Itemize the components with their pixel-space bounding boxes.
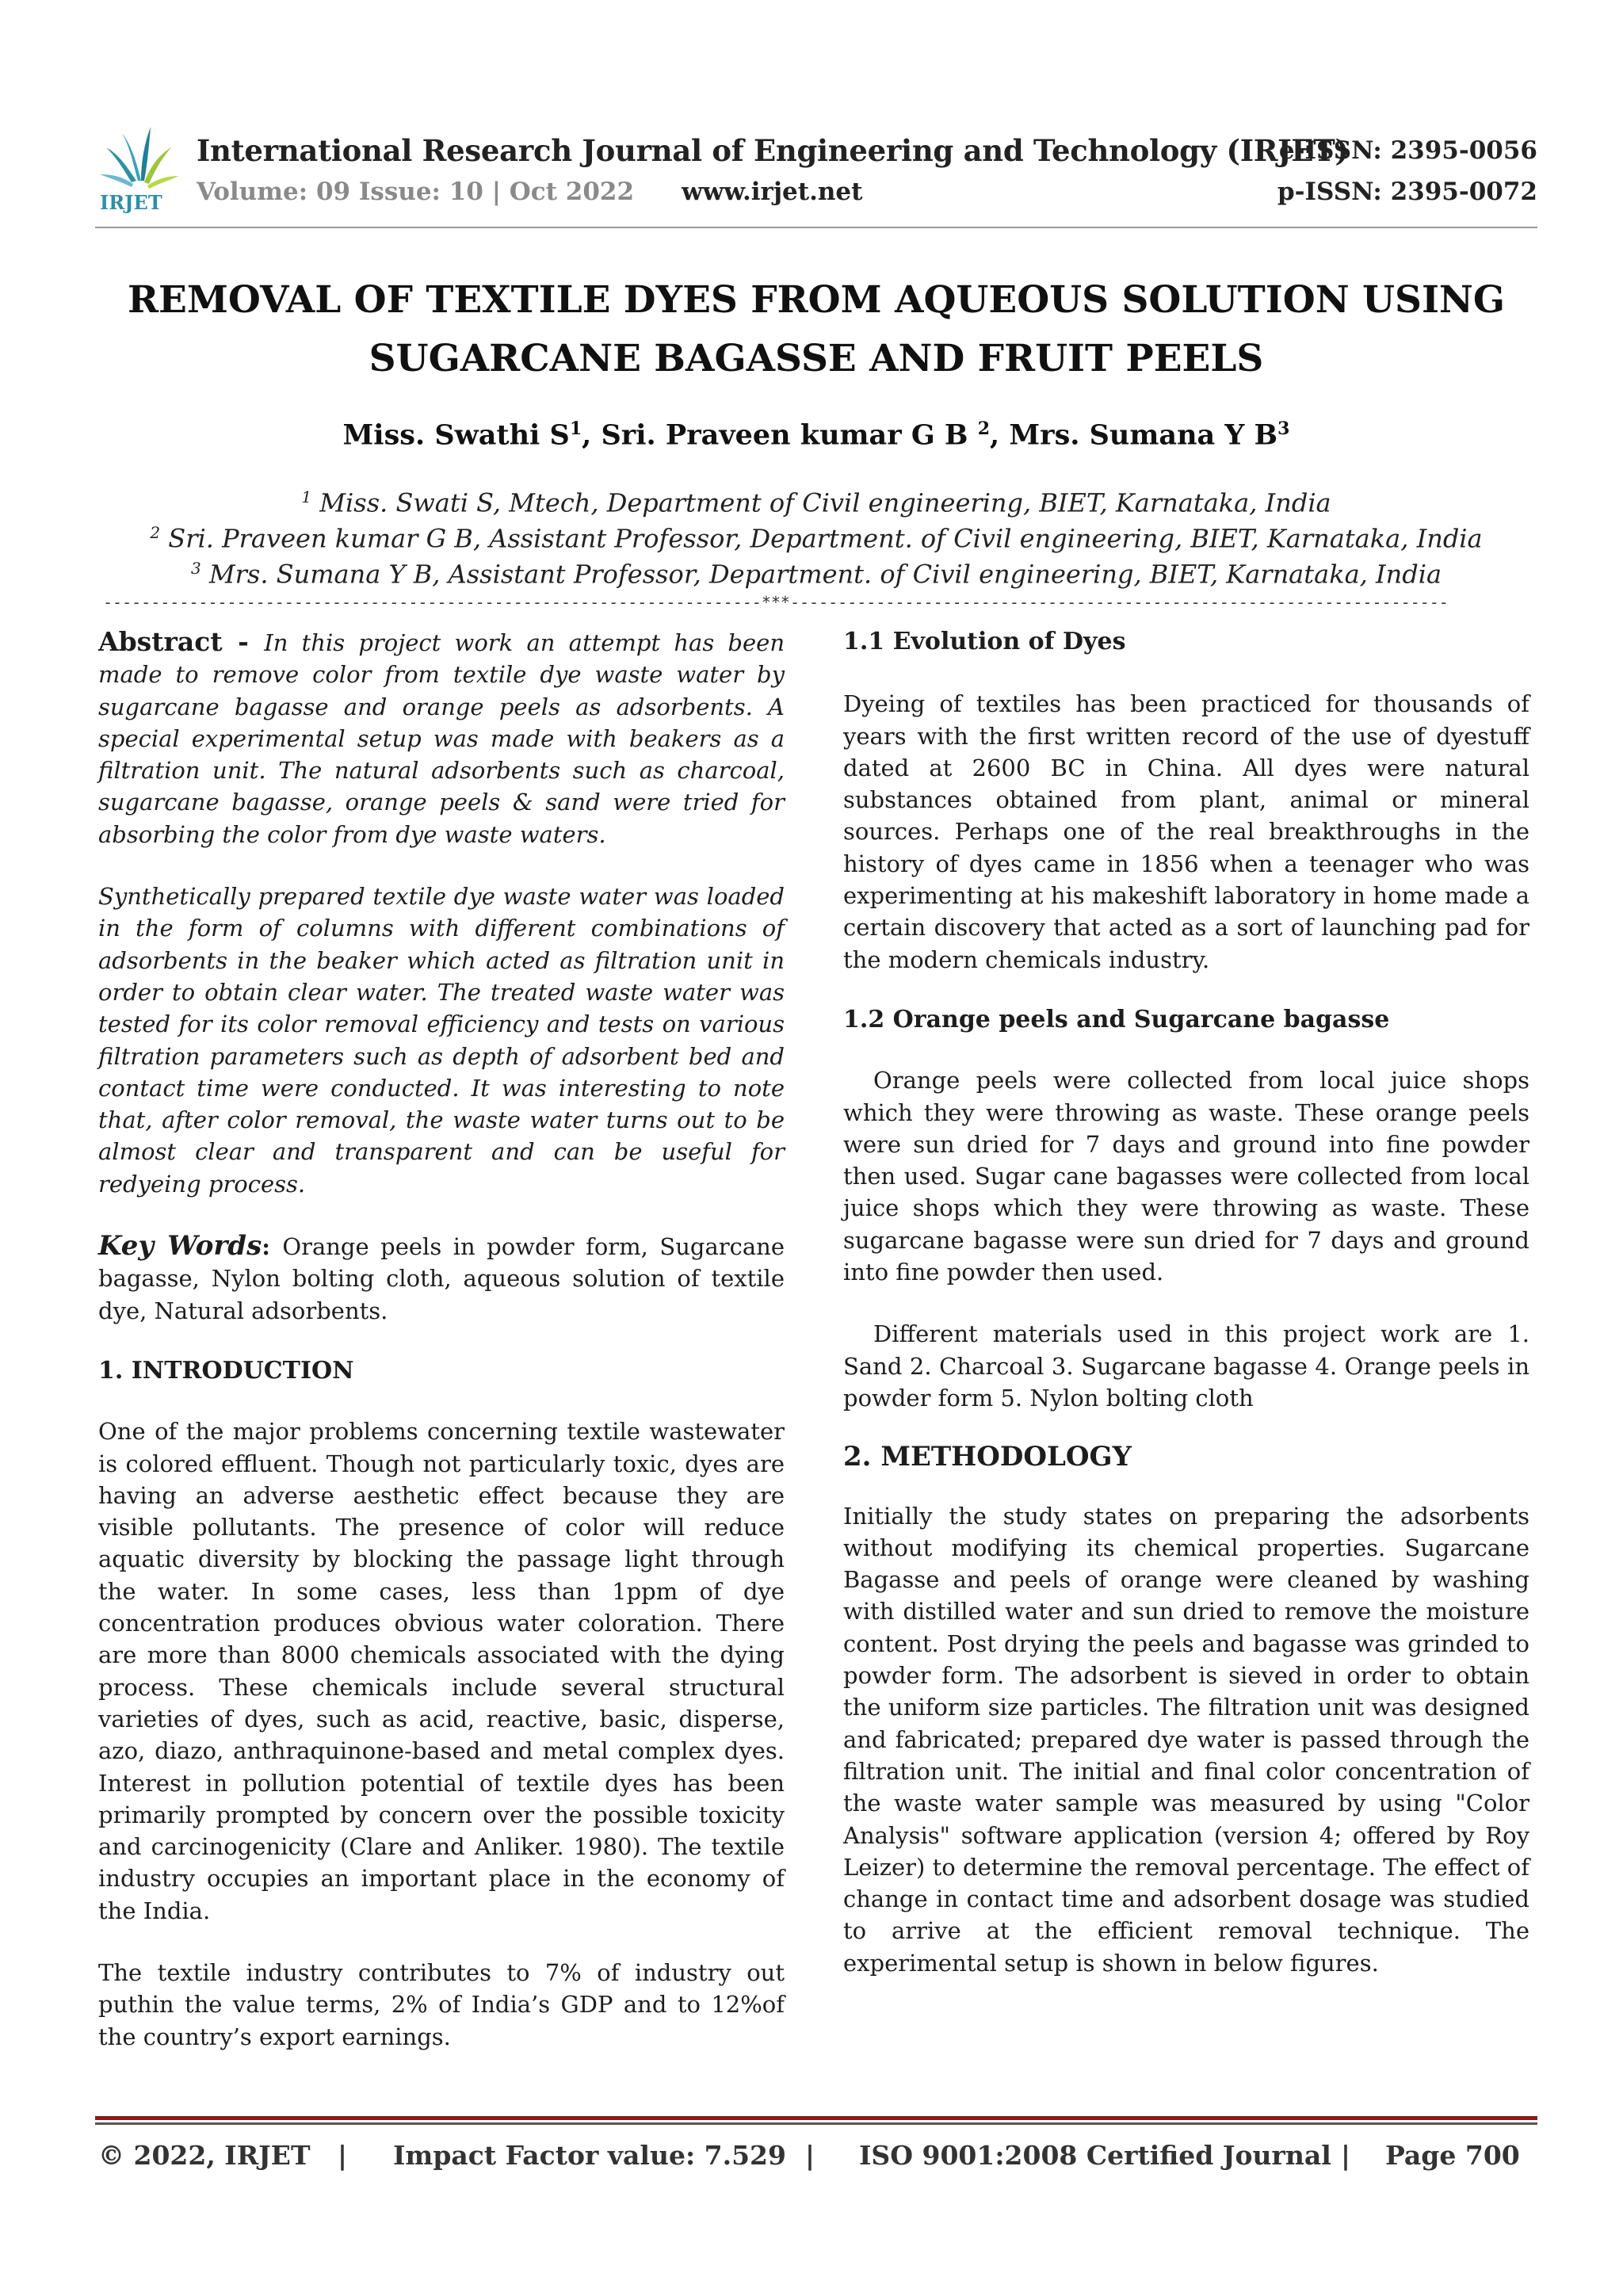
- affiliation-text: Sri. Praveen kumar G B, Assistant Professor, Department. of Civil engineering, BIET, Karnataka, India: [168, 523, 1483, 554]
- header-divider: [95, 227, 1537, 228]
- e-issn: e-ISSN: 2395-0056: [1278, 136, 1537, 165]
- left-column: [98, 626, 785, 2053]
- affiliation-text: Miss. Swati S, Mtech, Department of Civil engineering, BIET, Karnataka, India: [319, 487, 1331, 518]
- author-sup: 3: [1277, 418, 1290, 439]
- footer-impact-factor: Impact Factor value: 7.529: [393, 2140, 786, 2171]
- title-line: REMOVAL OF TEXTILE DYES FROM AQUEOUS SOLUTION USING: [127, 278, 1506, 322]
- affiliation: [95, 487, 1537, 518]
- title-line: SUGARCANE BAGASSE AND FRUIT PEELS: [369, 337, 1264, 380]
- keywords-paragraph: [98, 1230, 785, 1327]
- author-name: , Sri. Praveen kumar G B: [582, 418, 978, 452]
- methodology-heading: 2. METHODOLOGY: [843, 1441, 1132, 1473]
- footer-separator: |: [805, 2140, 815, 2171]
- author-sup: 1: [569, 418, 582, 439]
- author-list: [95, 418, 1537, 452]
- evolution-paragraph: Dyeing of textiles has been practiced for thousands of years with the first written record of the use of dyestuff dated at 2600 BC in China. All dyes were natural substances obtained from plant, animal or mineral sources. Perhaps one of the real breakthroughs in the history of dyes came in 1856 when a teenager who was experimenting at his makeshift laboratory in home made a certain discovery that acted as a sort of launching pad for the modern chemicals industry.: [843, 690, 1529, 973]
- methodology-paragraph: Initially the study states on preparing the adsorbents without modifying its chemical properties. Sugarcane Bagasse and peels of orange were cleaned by washing with distilled water and sun dried to remove the moisture content. Post drying the peels and bagasse was grinded to powder form. The adsorbent is sieved in order to obtain the uniform size particles. The filtration unit was designed and fabricated; prepared dye water is passed through the filtration unit. The initial and final color concentration of the waste water sample was measured by using "Color Analysis" software application (version 4; offered by Roy Leizer) to determine the removal percentage. The effect of change in contact time and adsorbent dosage was studied to arrive at the efficient removal technique. The experimental setup is shown in below figures.: [843, 1502, 1529, 1977]
- affiliation-sup: 1: [301, 487, 312, 506]
- footer-separator: |: [1341, 2140, 1351, 2171]
- intro-paragraph: One of the major problems concerning textile wastewater is colored effluent. Though not particularly toxic, dyes are having an adverse aesthetic effect because they are visible pollutants. The presence of color will reduce aquatic diversity by blocking the passage light through the water. In some cases, less than 1ppm of dye concentration produces obvious water coloration. There are more than 8000 chemicals associated with the dying process. These chemicals include several structural varieties of dyes, such as acid, reactive, basic, disperse, azo, diazo, anthraquinone-based and metal complex dyes. Interest in pollution potential of textile dyes has been primarily prompted by concern over the possible toxicity and carcinogenicity (Clare and Anliker. 1980). The textile industry occupies an important place in the economy of the India.: [98, 1418, 785, 1924]
- p-issn: p-ISSN: 2395-0072: [1277, 178, 1537, 206]
- right-column: [843, 626, 1529, 1979]
- footer-copyright: © 2022, IRJET: [98, 2140, 311, 2171]
- affiliation-sup: 3: [190, 559, 201, 578]
- materials-paragraph: Different materials used in this project work are 1. Sand 2. Charcoal 3. Sugarcane bagasse 4. Orange peels in powder form 5. Nylon bolting cloth: [843, 1320, 1529, 1412]
- footer-page-number: Page 700: [1385, 2140, 1520, 2171]
- abstract-paragraph: [98, 626, 785, 850]
- abstract-text: In this project work an attempt has been made to remove color from textile dye waste water by sugarcane bagasse and orange peels as adsorbents. A special experimental setup was made with beakers as a filtration unit. The natural adsorbents such as charcoal, sugarcane bagasse, orange peels & sand were tried for absorbing the color from dye waste waters.: [98, 629, 785, 848]
- author-sup: 2: [977, 418, 991, 439]
- orange-heading: 1.2 Orange peels and Sugarcane bagasse: [843, 1005, 1390, 1033]
- keywords-label: Key Words: [98, 1230, 262, 1263]
- intro-paragraph-2: The textile industry contributes to 7% of industry out puthin the value terms, 2% of India’s GDP and to 12%of the country’s export earnings.: [98, 1958, 785, 2050]
- footer-divider-gray: [95, 2122, 1537, 2125]
- journal-name: International Research Journal of Engineering and Technology (IRJET): [197, 133, 1349, 168]
- affiliation: [95, 523, 1537, 554]
- abstract-paragraph-2: Synthetically prepared textile dye waste water was loaded in the form of columns with different combinations of adsorbents in the beaker which acted as filtration unit in order to obtain clear water. The treated waste water was tested for its color removal efficiency and tests on various filtration parameters such as depth of adsorbent bed and contact time were conducted. It was interesting to note that, after color removal, the waste water turns out to be almost clear and transparent and can be useful for redyeing process.: [98, 883, 785, 1198]
- abstract-label: Abstract -: [98, 626, 265, 657]
- journal-website: www.irjet.net: [682, 178, 863, 206]
- footer-iso: ISO 9001:2008 Certified Journal: [859, 2140, 1331, 2171]
- affiliation-sup: 2: [150, 523, 161, 542]
- paper-title: [95, 271, 1537, 388]
- author-name: Miss. Swathi S: [342, 418, 570, 452]
- evolution-heading: 1.1 Evolution of Dyes: [843, 628, 1126, 655]
- orange-paragraph: Orange peels were collected from local juice shops which they were throwing as waste. These orange peels were sun dried for 7 days and ground into fine powder then used. Sugar cane bagasses were collected from local juice shops which they were throwing as waste. These sugarcane bagasse were sun dried for 7 days and ground into fine powder then used.: [843, 1067, 1529, 1286]
- intro-heading: 1. INTRODUCTION: [98, 1356, 354, 1385]
- author-name: , Mrs. Sumana Y B: [990, 418, 1278, 452]
- footer-separator: |: [338, 2140, 348, 2171]
- volume-issue: Volume: 09 Issue: 10 | Oct 2022: [197, 178, 635, 206]
- keywords-colon: :: [262, 1233, 283, 1261]
- section-separator: ---------------------------------------------------------------------***---------------------------------------------------------------------: [103, 593, 1449, 612]
- footer-divider-red: [95, 2116, 1537, 2120]
- logo-text: IRJET: [100, 191, 162, 214]
- irjet-logo-icon: [95, 119, 182, 214]
- journal-header: [95, 119, 1537, 230]
- affiliation: [95, 559, 1537, 590]
- affiliation-text: Mrs. Sumana Y B, Assistant Professor, Department. of Civil engineering, BIET, Karnataka, India: [208, 559, 1442, 590]
- keywords-text: Orange peels in powder form, Sugarcane bagasse, Nylon bolting cloth, aqueous solution of textile dye, Natural adsorbents.: [98, 1233, 785, 1324]
